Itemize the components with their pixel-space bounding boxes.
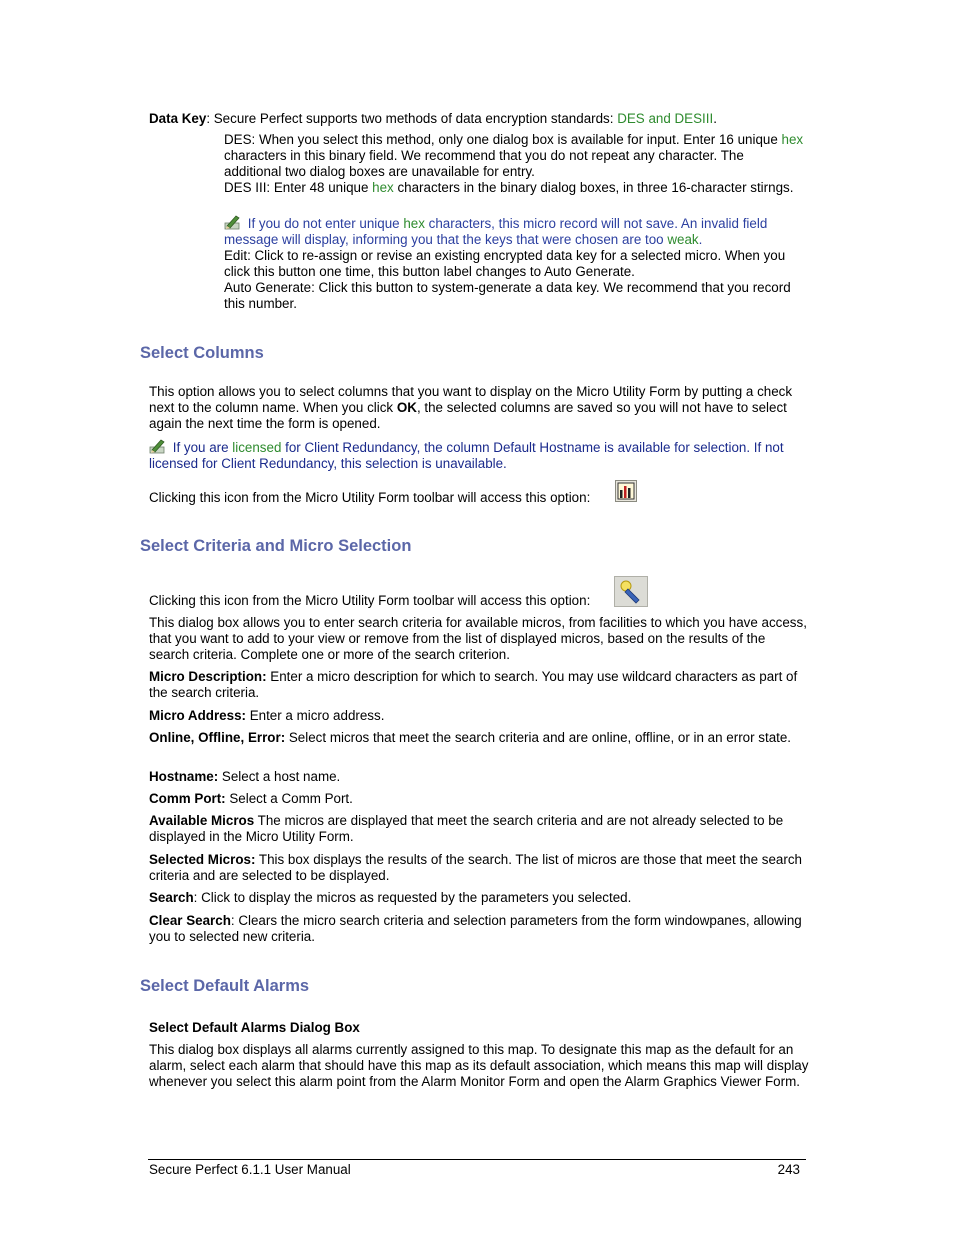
select-columns-heading: Select Columns [140, 344, 264, 362]
data-key-label: Data Key [149, 111, 207, 126]
auto-generate-description: Auto Generate: Click this button to system-generate a data key. We recommend that you record this number. [224, 280, 791, 312]
select-columns-paragraph: This option allows you to select columns that you want to display on the Micro Utility Form by putting a check next to the column name. When you click OK, the selected columns are saved so you will not have to select again the next time the form is opened. [149, 384, 793, 432]
criteria-item: Micro Address: Enter a micro address. [149, 708, 385, 723]
note-pencil-icon [224, 214, 242, 230]
criteria-item: Hostname: Select a host name. [149, 769, 341, 784]
criteria-item: Comm Port: Select a Comm Port. [149, 791, 353, 806]
select-alarms-subheading: Select Default Alarms Dialog Box [149, 1020, 360, 1035]
select-criteria-intro: This dialog box allows you to enter search criteria for available micros, from facilities to which you have access, that you want to add to your view or remove from the list of displayed micros, based on the results of the search criteria. Complete one or more of the search criterion. [149, 615, 807, 663]
des-description: DES: When you select this method, only one dialog box is available for input. Enter 16 unique hex characters in this binary field. We recommend that you do not repeat any character. The additional two dialog boxes are unavailable for entry. [224, 132, 804, 180]
select-columns-chart-icon[interactable] [615, 480, 637, 506]
des3-description: DES III: Enter 48 unique hex characters in the binary dialog boxes, in three 16-character stirngs. [224, 180, 794, 195]
criteria-item: Micro Description: Enter a micro description for which to search. You may use wildcard characters as part of the search criteria. [149, 669, 798, 701]
note-pencil-icon [149, 438, 167, 454]
criteria-item: Online, Offline, Error: Select micros that meet the search criteria and are online, offline, or in an error state. [149, 730, 792, 745]
footer-rule [148, 1159, 806, 1160]
select-columns-toolbar-text: Clicking this icon from the Micro Utility Form toolbar will access this option: [149, 490, 591, 505]
select-criteria-heading: Select Criteria and Micro Selection [140, 537, 412, 555]
edit-description: Edit: Click to re-assign or revise an existing encrypted data key for a selected micro. When you click this button one time, this button label changes to Auto Generate. [224, 248, 786, 280]
footer-page-number: 243 [777, 1162, 800, 1177]
criteria-item: Selected Micros: This box displays the results of the search. The list of micros are those that meet the search criteria and are selected to be displayed. [149, 852, 802, 884]
weak-link[interactable]: weak [667, 232, 699, 248]
hex-link[interactable]: hex [403, 216, 425, 231]
criteria-item: Search: Click to display the micros as requested by the parameters you selected. [149, 890, 632, 905]
criteria-item: Available Micros The micros are displayed that meet the search criteria and are not already selected to be displayed in the Micro Utility Form. [149, 813, 784, 845]
des-note: If you do not enter unique hex characters, this micro record will not save. An invalid field message will display, informing you that the keys that were chosen are too weak. [224, 216, 768, 248]
data-key-intro: Data Key: Secure Perfect supports two methods of data encryption standards: DES and DESIII. [149, 111, 717, 126]
select-alarms-heading: Select Default Alarms [140, 977, 310, 995]
hex-link[interactable]: hex [781, 132, 804, 147]
search-flashlight-icon[interactable] [614, 576, 648, 611]
criteria-item: Clear Search: Clears the micro search criteria and selection parameters from the form windowpanes, allowing you to selected new criteria. [149, 913, 802, 945]
licensed-link[interactable]: licensed [232, 440, 282, 455]
select-columns-note: If you are licensed for Client Redundancy, the column Default Hostname is available for selection. If not licensed for Client Redundancy, this selection is unavailable. [149, 440, 784, 472]
select-criteria-toolbar-text: Clicking this icon from the Micro Utility Form toolbar will access this option: [149, 593, 591, 608]
hex-link[interactable]: hex [372, 180, 394, 195]
footer-manual-title: Secure Perfect 6.1.1 User Manual [149, 1162, 351, 1177]
des-link[interactable]: DES and DESIII [617, 111, 714, 126]
select-alarms-paragraph: This dialog box displays all alarms currently assigned to this map. To designate this map as the default for an alarm, select each alarm that should have this map as its default association, which means this map will display whenever you select this alarm point from the Alarm Monitor Form and open the Alarm Graphics Viewer Form. [149, 1042, 809, 1090]
